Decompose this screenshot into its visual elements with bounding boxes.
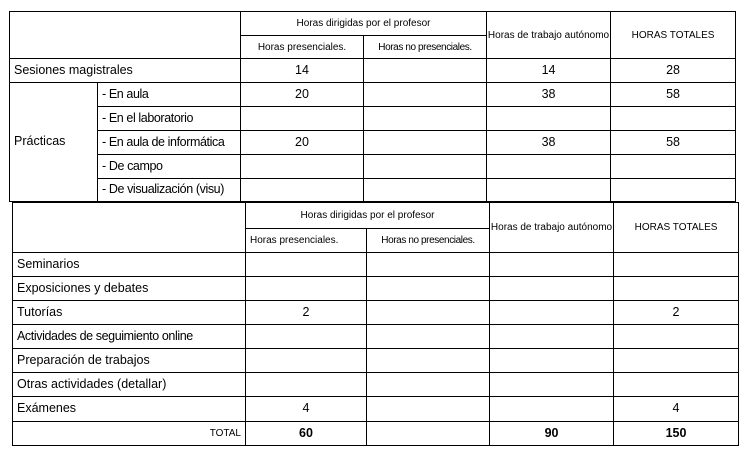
- cell-non-presential: [367, 349, 490, 373]
- cell-autonomous: 38: [487, 83, 611, 107]
- header-non-presential: Horas no presenciales.: [364, 36, 487, 59]
- cell-non-presential: [367, 397, 490, 422]
- header-total: HORAS TOTALES: [614, 203, 739, 253]
- cell-total: 2: [614, 301, 739, 325]
- cell-total: [614, 373, 739, 397]
- row-label: Tutorías: [13, 301, 246, 325]
- cell-autonomous: 14: [487, 59, 611, 83]
- cell-presential: [241, 179, 364, 202]
- header-presential: Horas presenciales.: [241, 36, 364, 59]
- cell-presential: 4: [246, 397, 367, 422]
- header-autonomous: Horas de trabajo autónomo: [487, 12, 611, 59]
- total-label: TOTAL: [13, 422, 246, 446]
- cell-presential: 20: [241, 83, 364, 107]
- total-total: 150: [614, 422, 739, 446]
- cell-non-presential: [367, 325, 490, 349]
- cell-non-presential: [367, 301, 490, 325]
- cell-non-presential: [367, 253, 490, 277]
- cell-presential: 2: [246, 301, 367, 325]
- total-non-presential: [367, 422, 490, 446]
- cell-presential: [241, 155, 364, 179]
- table-row: [10, 107, 736, 131]
- row-label: Exámenes: [13, 397, 246, 422]
- cell-non-presential: [364, 155, 487, 179]
- table-row: [10, 59, 736, 83]
- header-directed: Horas dirigidas por el profesor: [241, 12, 487, 36]
- cell-total: [611, 179, 736, 202]
- table-row: [13, 325, 739, 349]
- cell-presential: [246, 373, 367, 397]
- row-label: Otras actividades (detallar): [13, 373, 246, 397]
- cell-presential: [241, 107, 364, 131]
- row-label: Seminarios: [13, 253, 246, 277]
- hours-table-top: [9, 11, 736, 202]
- header-directed: Horas dirigidas por el profesor: [246, 203, 490, 229]
- cell-total: [614, 325, 739, 349]
- table-row: [13, 277, 739, 301]
- row-label: Preparación de trabajos: [13, 349, 246, 373]
- practicas-label: Prácticas: [10, 83, 98, 202]
- header-non-presential: Horas no presenciales.: [367, 229, 490, 253]
- cell-total: 28: [611, 59, 736, 83]
- row-label: - En aula: [98, 83, 241, 107]
- cell-presential: [246, 349, 367, 373]
- cell-autonomous: [490, 397, 614, 422]
- total-presential: 60: [246, 422, 367, 446]
- cell-total: [611, 107, 736, 131]
- table-row: [13, 349, 739, 373]
- cell-total: [614, 277, 739, 301]
- cell-total: 58: [611, 83, 736, 107]
- cell-autonomous: [490, 349, 614, 373]
- row-label: - De campo: [98, 155, 241, 179]
- table-row: [13, 301, 739, 325]
- cell-autonomous: [487, 107, 611, 131]
- cell-non-presential: [364, 83, 487, 107]
- table-row: [10, 131, 736, 155]
- header-blank: [10, 12, 241, 59]
- table-row: [10, 155, 736, 179]
- cell-presential: [246, 253, 367, 277]
- row-label: Exposiciones y debates: [13, 277, 246, 301]
- row-label: - En aula de informática: [98, 131, 241, 155]
- row-label: - De visualización (visu): [98, 179, 241, 202]
- table-row: [10, 83, 736, 107]
- header-blank: [13, 203, 246, 253]
- row-label: Actividades de seguimiento online: [13, 325, 246, 349]
- cell-autonomous: [490, 277, 614, 301]
- total-autonomous: 90: [490, 422, 614, 446]
- header-autonomous: Horas de trabajo autónomo: [490, 203, 614, 253]
- cell-total: 4: [614, 397, 739, 422]
- cell-autonomous: [490, 301, 614, 325]
- cell-total: 58: [611, 131, 736, 155]
- cell-non-presential: [364, 179, 487, 202]
- cell-autonomous: [490, 253, 614, 277]
- cell-total: [614, 349, 739, 373]
- cell-non-presential: [364, 59, 487, 83]
- hours-table-bottom: [12, 202, 739, 446]
- table-row: [13, 373, 739, 397]
- cell-non-presential: [367, 373, 490, 397]
- cell-non-presential: [364, 131, 487, 155]
- cell-presential: 20: [241, 131, 364, 155]
- table-row: [10, 179, 736, 202]
- cell-autonomous: [490, 373, 614, 397]
- cell-autonomous: 38: [487, 131, 611, 155]
- header-total: HORAS TOTALES: [611, 12, 736, 59]
- row-label: Sesiones magistrales: [10, 59, 241, 83]
- header-presential: Horas presenciales.: [246, 229, 367, 253]
- table-row: [13, 253, 739, 277]
- total-row: [13, 422, 739, 446]
- cell-autonomous: [487, 179, 611, 202]
- cell-presential: [246, 325, 367, 349]
- cell-presential: [246, 277, 367, 301]
- cell-total: [611, 155, 736, 179]
- cell-autonomous: [490, 325, 614, 349]
- row-label: - En el laboratorio: [98, 107, 241, 131]
- table-row: [13, 397, 739, 422]
- cell-non-presential: [364, 107, 487, 131]
- cell-autonomous: [487, 155, 611, 179]
- cell-presential: 14: [241, 59, 364, 83]
- cell-total: [614, 253, 739, 277]
- cell-non-presential: [367, 277, 490, 301]
